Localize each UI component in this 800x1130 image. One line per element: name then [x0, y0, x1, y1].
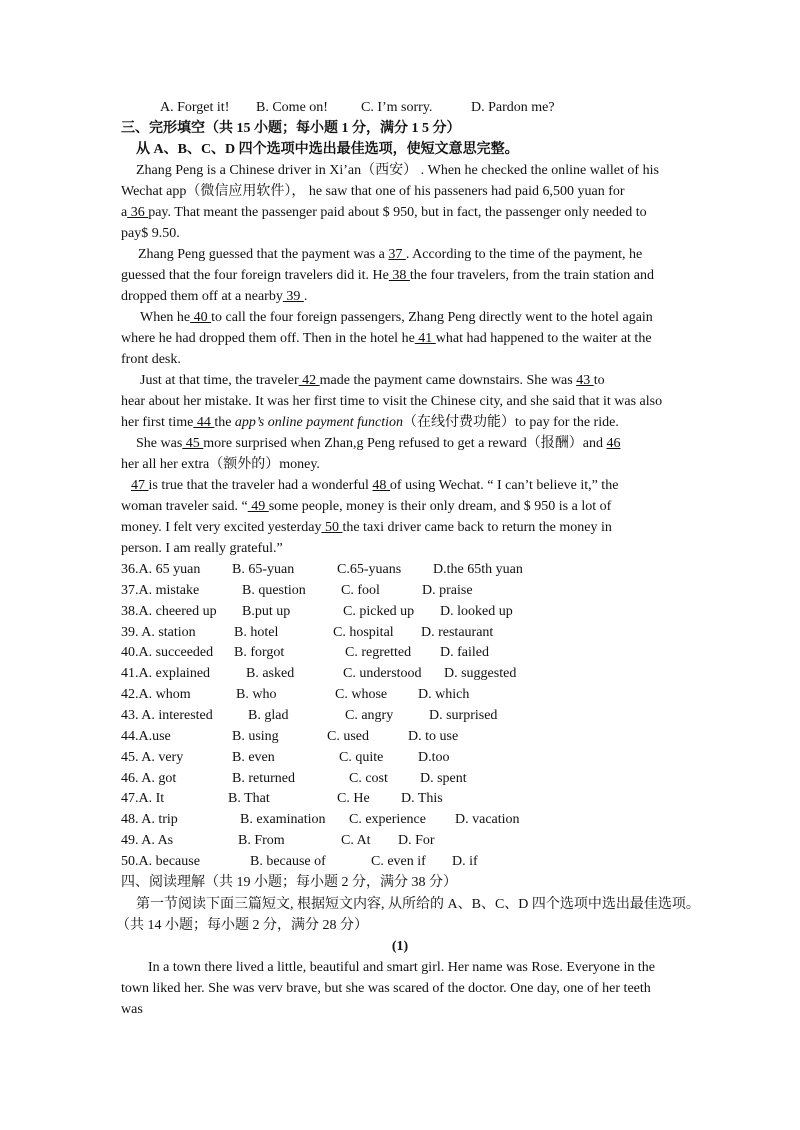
question-option-b: B. returned — [232, 770, 295, 786]
question-option-c: C. regretted — [345, 645, 412, 661]
passage-line: front desk. — [121, 352, 181, 367]
question-option-a: 47.A. It — [121, 791, 165, 807]
question-option-a: 43. A. interested — [121, 707, 213, 723]
question-option-d: D. if — [452, 853, 478, 869]
option-b: B. Come on! — [256, 100, 328, 115]
reading-line: was — [121, 1002, 143, 1017]
question-option-c: C. understood — [343, 666, 422, 682]
question-option-b: B. 65-yuan — [232, 562, 295, 577]
question-option-c: C. At — [341, 833, 371, 849]
question-option-a: 44.A.use — [121, 728, 171, 744]
question-option-a: 46. A. got — [121, 770, 177, 786]
question-option-c: C.65-yuans — [337, 562, 402, 577]
question-option-d: D. vacation — [455, 812, 520, 828]
section3-instruction: 从 A、B、C、D 四个选项中选出最佳选项，使短文意思完整。 — [136, 142, 519, 157]
question-option-c: C. He — [337, 791, 370, 807]
question-option-d: D. looked up — [440, 603, 513, 619]
question-option-c: C. angry — [345, 707, 394, 723]
question-option-d: D. to use — [408, 728, 459, 744]
question-option-d: D. suggested — [444, 666, 517, 682]
question-option-c: C. hospital — [333, 624, 394, 640]
question-option-b: B. That — [228, 791, 270, 807]
blank-50: 50 — [321, 520, 343, 535]
question-option-d: D. which — [418, 687, 470, 703]
passage-line: When he 40 to call the four foreign passengers, Zhang Peng directly went to the hotel again — [140, 310, 653, 325]
section4-instruction: 第一节阅读下面三篇短文, 根据短文内容, 从所给的 A、B、C、D 四个选项中选出最佳选项。 — [136, 897, 700, 912]
blank-42: 42 — [298, 373, 320, 388]
question-option-c: C. used — [327, 728, 369, 744]
question-option-a: 38.A. cheered up — [121, 603, 217, 619]
question-option-d: D. This — [401, 791, 443, 807]
option-c: C. I’m sorry. — [361, 100, 433, 115]
section4-heading: 四、阅读理解（共 19 小题；每小题 2 分，满分 38 分） — [121, 875, 457, 890]
blank-44: 44 — [193, 415, 215, 430]
question-option-c: C. cost — [349, 770, 388, 786]
passage-number: (1) — [391, 939, 409, 954]
question-option-d: D.too — [418, 749, 450, 765]
blank-40: 40 — [190, 310, 212, 325]
question-option-b: B. forgot — [234, 645, 285, 661]
passage-line: Wechat app（微信应用软件）， he saw that one of his passeners had paid 6,500 yuan for — [121, 184, 625, 199]
blank-39: 39 — [282, 289, 304, 304]
passage-line: her all her extra（额外的）money. — [121, 457, 320, 472]
question-option-d: D. For — [398, 833, 435, 849]
passage-line: Zhang Peng is a Chinese driver in Xi’an（西安） . When he checked the online wallet of his — [136, 163, 659, 178]
question-option-d: D. restaurant — [421, 624, 494, 640]
blank-38: 38 — [388, 268, 410, 283]
passage-line: where he had dropped them off. Then in the hotel he 41 what had happened to the waiter at the — [121, 331, 652, 346]
question-option-a: 45. A. very — [121, 749, 184, 765]
blank-37: 37 — [388, 247, 406, 262]
passage-line: dropped them off at a nearby 39 . — [121, 289, 308, 304]
question-option-c: C. picked up — [343, 603, 415, 619]
option-d: D. Pardon me? — [471, 100, 555, 115]
question-option-a: 48. A. trip — [121, 812, 178, 828]
question-option-d: D. spent — [420, 770, 467, 786]
question-option-c: C. fool — [341, 582, 380, 598]
question-option-d: D. surprised — [429, 707, 498, 723]
blank-49: 49 — [247, 499, 269, 514]
section3-heading: 三、完形填空（共 15 小题；每小题 1 分，满分 1 5 分） — [121, 121, 461, 136]
question-option-b: B. asked — [246, 666, 295, 682]
passage-line: Zhang Peng guessed that the payment was a 37 . According to the time of the payment, he — [138, 247, 643, 262]
passage-line: a 36 pay. That meant the passenger paid about $ 950, but in fact, the passenger only needed to — [121, 205, 647, 220]
question-option-b: B. examination — [240, 812, 326, 828]
question-option-b: B. using — [232, 728, 279, 744]
question-option-b: B. question — [242, 582, 306, 598]
question-option-c: C. whose — [335, 687, 388, 703]
question-option-a: 50.A. because — [121, 853, 200, 869]
question-option-b: B. glad — [248, 707, 289, 723]
passage-line: hear about her mistake. It was her first time to visit the Chinese city, and she said that it was also — [121, 394, 663, 409]
section4-instruction-score: （共 14 小题；每小题 2 分，满分 28 分） — [116, 918, 368, 933]
passage-line: 47 is true that the traveler had a wonderful 48 of using Wechat. “ I can’t believe it,” the — [131, 478, 619, 493]
question-option-c: C. even if — [371, 853, 426, 869]
question-option-b: B. From — [238, 833, 285, 849]
question-option-b: B. because of — [250, 853, 326, 869]
blank-43: 43 — [576, 373, 594, 388]
blank-41: 41 — [414, 331, 436, 346]
question-option-b: B. who — [236, 687, 277, 703]
passage-line: guessed that the four foreign travelers did it. He 38 the four travelers, from the train station and — [121, 268, 654, 283]
passage-line: She was 45 more surprised when Zhan,g Peng refused to get a reward（报酬）and 46 — [136, 436, 621, 451]
question-option-c: C. quite — [339, 749, 384, 765]
question-option-c: C. experience — [349, 812, 426, 828]
passage-line: person. I am really grateful.” — [121, 541, 283, 556]
blank-46: 46 — [606, 436, 621, 451]
question-option-a: 37.A. mistake — [121, 582, 200, 598]
blank-48: 48 — [372, 478, 390, 493]
question-option-d: D. failed — [440, 645, 489, 661]
reading-line: In a town there lived a little, beautiful and smart girl. Her name was Rose. Everyone in the — [148, 960, 655, 975]
question-option-a: 49. A. As — [121, 833, 174, 849]
reading-line: town liked her. She was verv brave, but she was scared of the doctor. One day, one of her teeth — [121, 981, 651, 996]
question-option-d: D.the 65th yuan — [433, 562, 523, 577]
question-option-b: B.put up — [242, 603, 291, 619]
question-option-b: B. even — [232, 749, 275, 765]
question-option-a: 39. A. station — [121, 624, 196, 640]
passage-line: Just at that time, the traveler 42 made the payment came downstairs. She was 43 to — [140, 373, 605, 388]
blank-45: 45 — [182, 436, 204, 451]
passage-line: woman traveler said. “ 49 some people, money is their only dream, and $ 950 is a lot of — [121, 499, 612, 514]
question-option-b: B. hotel — [234, 624, 279, 640]
question-option-a: 42.A. whom — [121, 687, 191, 703]
option-a: A. Forget it! — [160, 100, 230, 115]
blank-47: 47 — [131, 478, 149, 493]
question-option-d: D. praise — [422, 582, 473, 598]
passage-line: pay$ 9.50. — [121, 226, 180, 241]
blank-36: 36 — [127, 205, 149, 220]
question-option-a: 41.A. explained — [121, 666, 211, 682]
passage-line: money. I felt very excited yesterday 50 the taxi driver came back to return the money in — [121, 520, 612, 535]
passage-line: her first time 44 the app’s online payment function（在线付费功能）to pay for the ride. — [121, 415, 619, 430]
question-option-a: 36.A. 65 yuan — [121, 562, 201, 577]
question-option-a: 40.A. succeeded — [121, 645, 214, 661]
